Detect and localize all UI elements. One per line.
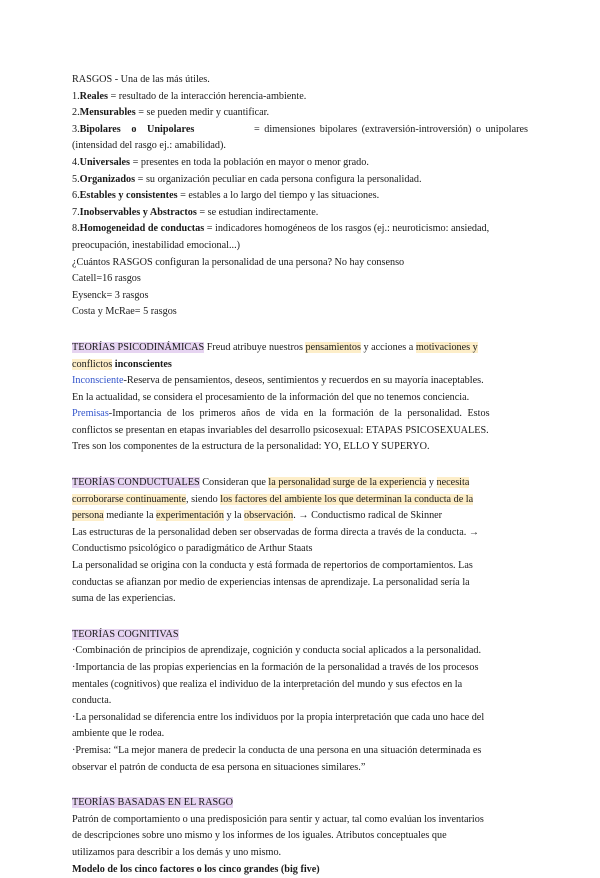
- psicodinamicas-intro-cont: conflictos inconscientes: [72, 358, 172, 370]
- rasgo-item-1: 1.Reales = resultado de la interacción herencia-ambiente.: [72, 90, 307, 102]
- rasgo-item-2: 2.Mensurables = se pueden medir y cuantificar.: [72, 107, 269, 119]
- rasgo-paragraph: Patrón de comportamiento o una predisposición para sentir y actuar, tal como evalúan los inventarios: [72, 813, 484, 825]
- cognitivas-bullet-2: ·Importancia de las propias experiencias en la formación de la personalidad a través de los procesos: [72, 662, 479, 673]
- rasgo-heading: TEORÍAS BASADAS EN EL RASGO: [72, 797, 233, 809]
- rasgo-item-8-cont: preocupación, inestabilidad emocional...): [72, 239, 241, 251]
- cognitivas-bullet-1: ·Combinación de principios de aprendizaje, cognición y conducta social aplicados a la personalidad.: [72, 645, 482, 657]
- author-eysenck: Eysenck= 3 rasgos: [72, 289, 149, 301]
- psicodinamicas-intro: TEORÍAS PSICODINÁMICAS Freud atribuye nuestros pensamientos y acciones a motivaciones y: [72, 341, 478, 353]
- author-catell: Catell=16 rasgos: [72, 273, 141, 285]
- cognitivas-bullet-4-cont: observar el patrón de conducta de esa persona en situaciones similares.”: [72, 761, 366, 773]
- rasgo-item-5: 5.Organizados = su organización peculiar en cada persona configura la personalidad.: [72, 173, 422, 185]
- cognitivas-heading-line: [72, 627, 528, 644]
- conductuales-p2: Las estructuras de la personalidad deben ser observadas de forma directa a través de la conducta. →: [72, 526, 480, 538]
- rasgo-item-3-cont: (intensidad del rasgo ej.: amabilidad).: [72, 140, 226, 152]
- rasgo-item-7: 7.Inobservables y Abstractos = se estudian indirectamente.: [72, 206, 319, 218]
- rasgo-item-3: 3.Bipolares o Unipolares = dimensiones bipolares (extraversión-introversión) o unipolares: [72, 123, 528, 135]
- premisas-text-cont: conflictos se presentan en etapas invariables del desarrollo psicosexual: ETAPAS PSICOSEXUALES.: [72, 424, 489, 436]
- rasgo-item-6: 6.Estables y consistentes = estables a lo largo del tiempo y las situaciones.: [72, 190, 380, 202]
- rasgo-paragraph-cont2: utilizamos para describir a los demás y uno mismo.: [72, 846, 282, 858]
- cognitivas-heading: TEORÍAS COGNITIVAS: [72, 628, 179, 640]
- rasgo-item-4: 4.Universales = presentes en toda la población en mayor o menor grado.: [72, 156, 369, 168]
- inconsciente-definition: Inconsciente-Reserva de pensamientos, deseos, sentimientos y recuerdos en su mayoría inaceptables.: [72, 375, 484, 387]
- premisas-label: Premisas: [72, 408, 109, 420]
- cognitivas-bullet-2-cont2: conducta.: [72, 695, 112, 707]
- cognitivas-bullet-3-cont: ambiente que le rodea.: [72, 728, 165, 740]
- conductuales-p3-cont2: suma de las experiencias.: [72, 593, 176, 605]
- cognitivas-bullet-2-cont: mentales (cognitivos) que realiza el individuo de la interpretación del mundo y sus efectos en la: [72, 678, 463, 690]
- rasgos-title: RASGOS - Una de las más útiles.: [72, 74, 210, 85]
- conductuales-heading: TEORÍAS CONDUCTUALES: [72, 477, 200, 489]
- premisas-text: Premisas-Importancia de los primeros años de vida en la formación de la personalidad. Estos: [72, 408, 490, 420]
- rasgo-heading-line: [72, 795, 528, 812]
- conductuales-intro: TEORÍAS CONDUCTUALES Consideran que la personalidad surge de la experiencia y necesita: [72, 477, 470, 489]
- big-five-heading: Modelo de los cinco factores o los cinco grandes (big five): [72, 863, 320, 875]
- conductuales-intro-cont2: persona mediante la experimentación y la observación. → Conductismo radical de Skinner: [72, 510, 443, 522]
- cognitivas-bullet-4: ·Premisa: “La mejor manera de predecir la conducta de una persona en una situación determinada es: [72, 744, 482, 756]
- componentes-text: Tres son los componentes de la estructura de la personalidad: YO, ELLO Y SUPERYO.: [72, 441, 430, 453]
- psicodinamicas-heading: TEORÍAS PSICODINÁMICAS: [72, 341, 205, 353]
- cognitivas-bullet-3: ·La personalidad se diferencia entre los individuos por la propia interpretación que cada uno hace del: [72, 711, 485, 723]
- rasgo-item-8: 8.Homogeneidad de conductas = indicadores homogéneos de los rasgos (ej.: neuroticismo: ansiedad,: [72, 223, 490, 235]
- conductuales-p3: La personalidad se origina con la conducta y está formada de repertorios de comportamientos. Las: [72, 560, 473, 572]
- conductuales-intro-cont: corroborarse continuamente, siendo los factores del ambiente los que determinan la conducta de la: [72, 493, 474, 505]
- document-content: [72, 72, 528, 878]
- conductuales-p2-cont: Conductismo psicológico o paradigmático de Arthur Staats: [72, 543, 313, 555]
- rasgos-question: ¿Cuántos RASGOS configuran la personalidad de una persona? No hay consenso: [72, 256, 405, 268]
- inconsciente-label: Inconsciente: [72, 375, 124, 387]
- rasgo-paragraph-cont: de descripciones sobre uno mismo y los informes de los iguales. Atributos conceptuales que: [72, 830, 447, 842]
- actualidad-text: En la actualidad, se considera el procesamiento de la información del que no tenemos conciencia.: [72, 391, 470, 403]
- author-costa-mcrae: Costa y McRae= 5 rasgos: [72, 306, 177, 318]
- conductuales-p3-cont: conductas se afianzan por medio de experiencias intensas de aprendizaje. La personalidad sería la: [72, 576, 470, 588]
